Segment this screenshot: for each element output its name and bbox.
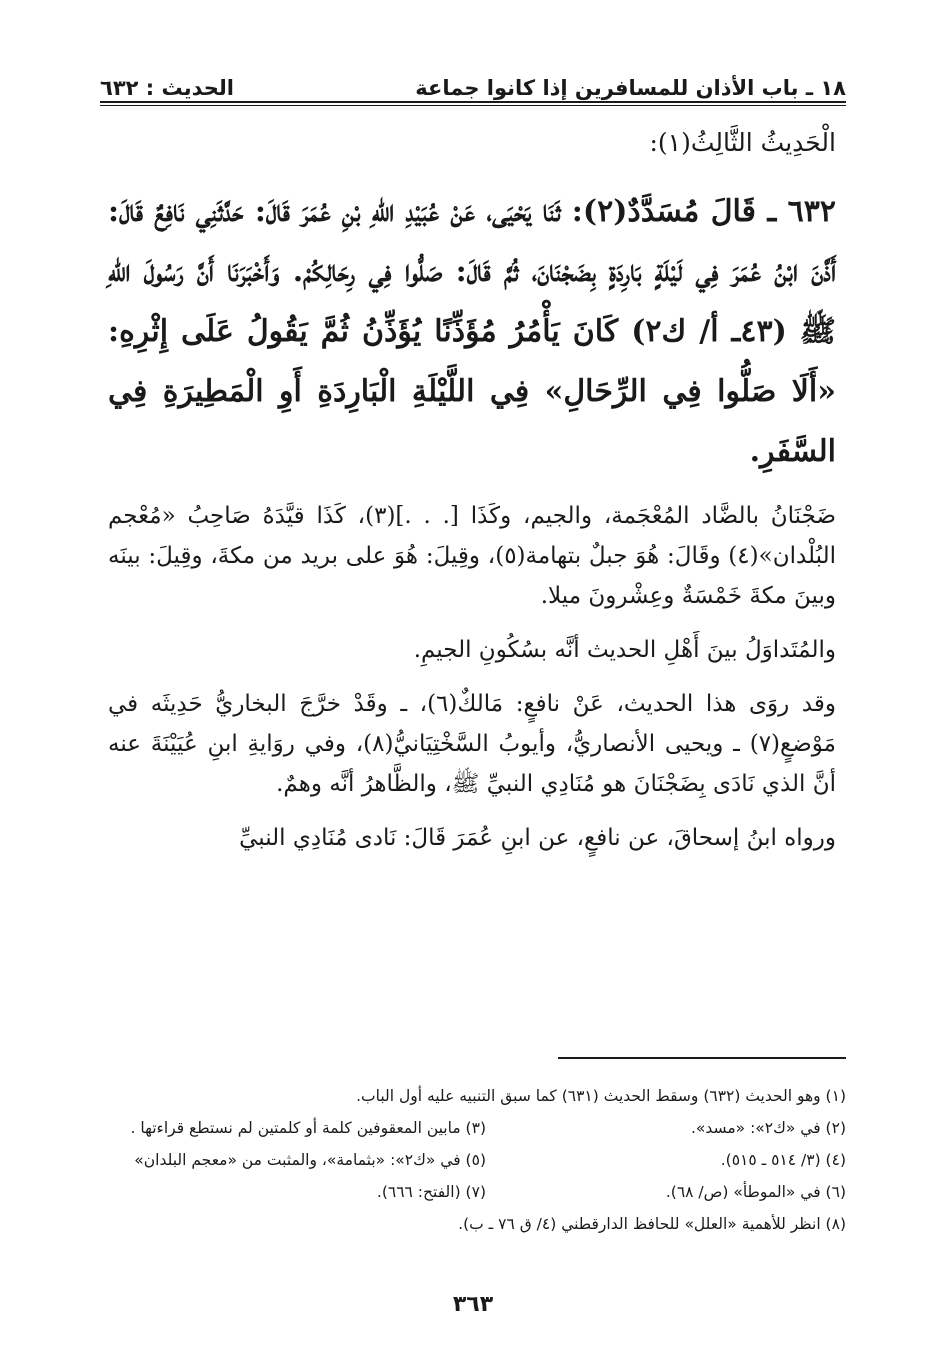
footnote-line [100,1176,846,1208]
hadith-heading: الْحَدِيثُ الثَّالِثُ(١): [649,128,836,157]
commentary-paragraph: وقد روَى هذا الحديث، عَنْ نافعٍ: مَالكٌ(٦)، ـ وقَدْ خرَّجَ البخاريُّ حَدِيثَه في مَوْضعٍ(٧) ـ ويحيى الأنصاريُّ، وأيوبُ السَّخْتِيَانيُّ(٨)، وفي روَايةِ ابنِ عُيَيْنَةَ عنه أنَّ الذي نَادَى بِضَجْنَانَ هو مُنَادِي النبيِّ ﷺ، والظَّاهرُ أنَّه وهمٌ. [108,691,836,797]
commentary-paragraph: ورواه ابنُ إسحاقَ، عن نافعٍ، عن ابنِ عُمَرَ قَالَ: نَادى مُنَادِي النبيِّ [239,825,836,851]
footnote-6: (٦) في «الموطأ» (ص/ ٦٨). [665,1183,846,1201]
commentary-paragraph: والمُتَداوَلُ بينَ أَهْلِ الحديث أنَّه بسُكُونِ الجيمِ. [413,637,836,663]
commentary-paragraph: ضَجْنَانُ بالضَّاد المُعْجَمة، والجيم، وكَذَا [. . .](٣)، كَذَا قيَّدَهُ صَاحِبُ «مُعْجم البُلْدان»(٤) وقَالَ: هُوَ جبلٌ بتهامة(٥)، وقِيلَ: هُوَ على بريد من مكةَ، وقِيلَ: بينَه وبينَ مكةَ خَمْسَةٌ وعِشْرونَ ميلا. [108,503,837,609]
footnotes [100,1080,846,1240]
footnote-3: (٣) مابين المعقوفين كلمة أو كلمتين لم نستطع قراءتها . [130,1119,486,1137]
footnote-line [100,1080,846,1112]
footnote-7: (٧) (الفتح: ٦٦٦). [376,1183,486,1201]
running-header [100,66,846,100]
footnote-8: (٨) انظر للأهمية «العلل» للحافظ الدارقطني (٤/ ق ٧٦ ـ ب). [458,1215,846,1233]
hadith-text: ٦٣٢ ـ قَالَ مُسَدَّدٌ(٢): ثَنَا يَحْيَى، عَنْ عُبَيْدِ اللهِ بْنِ عُمَرَ قَالَ: حَدَّثَنِي نَافِعٌ قَالَ: أَذَّنَ ابْنُ عُمَرَ فِي لَيْلَةٍ بَارِدَةٍ بِضَجْنَانَ، ثُمَّ قَالَ: صَلُّوا فِي رِحَالِكُمْ. وَأَخْبَرَنَا أَنَّ رَسُولَ اللهِ ﷺ (٤٣ـ أ/ ك٢) كَانَ يَأْمُرُ مُؤَذِّنًا يُؤَذِّنُ ثُمَّ يَقُولُ عَلَى إِثْرِهِ: «أَلَا صَلُّوا فِي الرِّحَالِ» فِي اللَّيْلَةِ الْبَارِدَةِ أَوِ الْمَطِيرَةِ فِي السَّفَرِ. [108,194,836,469]
footnote-4: (٤) (٣/ ٥١٤ ـ ٥١٥). [720,1151,846,1169]
footnote-line [100,1144,846,1176]
footnote-line [100,1208,846,1240]
footnote-5: (٥) في «ك٢»: «بثمامة»، والمثبت من «معجم البلدان» [134,1151,486,1169]
chapter-title: ١٨ ـ باب الأذان للمسافرين إذا كانوا جماعة [415,76,846,100]
main-text [108,118,836,872]
page-number: ٣٦٣ [452,1292,494,1317]
footnote-separator [558,1057,846,1059]
footnote-1: (١) وهو الحديث (٦٣٢) وسقط الحديث (٦٣١) كما سبق التنبيه عليه أول الباب. [356,1087,846,1105]
header-rule [100,101,846,103]
hadith-reference: الحديث : ٦٣٢ [100,76,234,100]
header-rule-thin [100,105,846,106]
footnote-2: (٢) في «ك٢»: «مسد». [690,1119,846,1137]
footnote-line [100,1112,846,1144]
